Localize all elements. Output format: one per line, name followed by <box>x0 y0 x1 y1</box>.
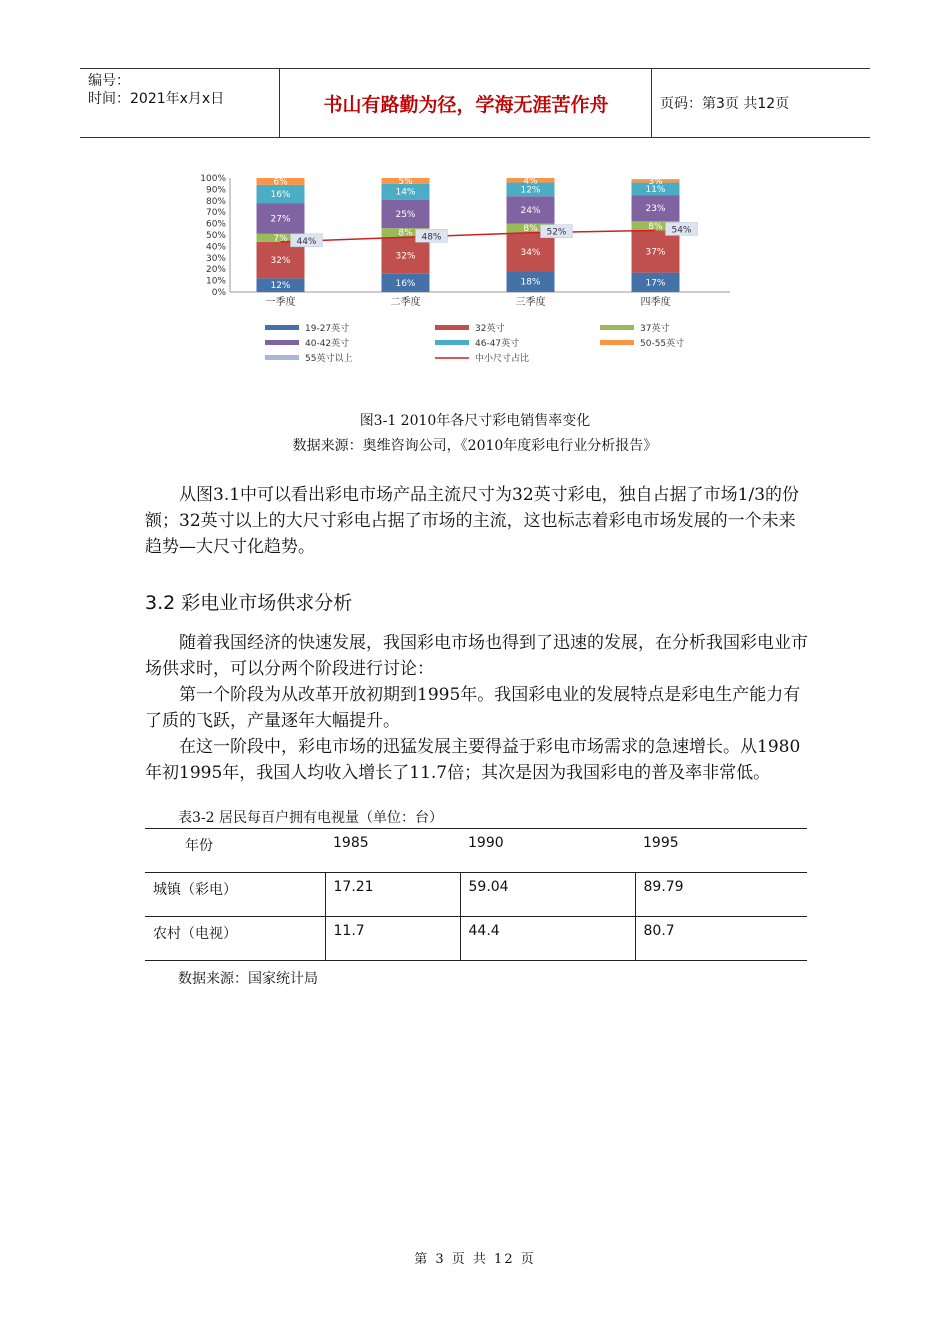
y-tick-label: 20% <box>205 265 226 276</box>
table-cell: 农村（电视） <box>145 917 325 961</box>
legend-label: 50-55英寸 <box>640 339 685 349</box>
legend-swatch <box>265 325 299 330</box>
legend-swatch <box>600 340 634 345</box>
bar-data-label: 16% <box>395 278 416 289</box>
bar-data-label: 18% <box>520 277 541 288</box>
table-cell: 11.7 <box>325 917 460 961</box>
line-series <box>281 227 656 241</box>
header-meta <box>80 69 280 137</box>
header-time: 时间：2021年x月x日 <box>88 91 225 107</box>
y-tick-label: 60% <box>205 219 226 230</box>
bar-data-label: 7% <box>273 233 288 244</box>
paragraph-3: 第一个阶段为从改革开放初期到1995年。我国彩电业的发展特点是彩电生产能力有了质的飞跃，产量逐年大幅提升。 <box>145 685 801 731</box>
bar-data-label: 32% <box>270 256 291 267</box>
bar-data-label: 8% <box>648 221 663 232</box>
y-tick-label: 50% <box>205 231 226 241</box>
bar-data-label: 6% <box>273 177 288 188</box>
bar-data-label: 16% <box>270 189 291 200</box>
header-slogan: 书山有路勤为径，学海无涯苦作舟 <box>281 69 652 137</box>
legend-label: 32英寸 <box>475 324 505 334</box>
legend-label: 中小尺寸占比 <box>475 354 530 364</box>
y-tick-label: 30% <box>205 253 226 264</box>
paragraph-2: 随着我国经济的快速发展，我国彩电市场也得到了迅速的发展，在分析我国彩电业市场供求时，可以分两个阶段进行讨论： <box>145 633 808 679</box>
table-cell: 城镇（彩电） <box>145 873 325 917</box>
tv-ownership-table <box>145 828 807 961</box>
y-tick-label: 90% <box>205 185 226 196</box>
bar-data-label: 8% <box>523 224 538 235</box>
bar-data-label: 4% <box>523 176 538 187</box>
legend-swatch <box>265 355 299 360</box>
paragraph-4: 在这一阶段中，彩电市场的迅猛发展主要得益于彩电市场需求的急速增长。从1980年初1995年，我国人均收入增长了11.7倍；其次是因为我国彩电的普及率非常低。 <box>145 737 801 783</box>
table-cell: 59.04 <box>460 873 635 917</box>
legend-label: 55英寸以上 <box>305 354 353 364</box>
line-data-label: 48% <box>421 232 442 243</box>
bar-data-label: 27% <box>270 214 291 225</box>
line-data-label: 52% <box>546 227 567 238</box>
paragraph-group <box>145 630 810 786</box>
bar-data-label: 11% <box>645 184 666 195</box>
x-tick-label: 三季度 <box>515 297 546 308</box>
y-tick-label: 40% <box>205 242 226 253</box>
table-row <box>145 917 807 961</box>
table-header-row <box>145 829 807 873</box>
bar-data-label: 5% <box>398 176 413 187</box>
y-tick-label: 70% <box>205 208 226 219</box>
legend-swatch <box>265 340 299 345</box>
table-header-cell: 1985 <box>325 829 460 873</box>
header-number: 编号： <box>88 73 130 89</box>
bar-data-label: 3% <box>648 176 663 187</box>
bar-data-label: 12% <box>520 185 541 196</box>
y-tick-label: 0% <box>211 288 226 298</box>
bar-data-label: 14% <box>395 187 416 198</box>
table-header-cell: 1995 <box>635 829 807 873</box>
bar-data-label: 24% <box>520 205 541 216</box>
table-cell: 80.7 <box>635 917 807 961</box>
legend-label: 19-27英寸 <box>305 324 350 334</box>
table-caption: 表3-2 居民每百户拥有电视量（单位：台） <box>178 810 443 826</box>
table-cell: 44.4 <box>460 917 635 961</box>
y-tick-label: 100% <box>200 174 226 184</box>
y-tick-label: 80% <box>205 196 226 207</box>
bar-data-label: 8% <box>398 228 413 239</box>
x-tick-label: 一季度 <box>265 297 296 308</box>
legend-label: 40-42英寸 <box>305 339 350 349</box>
table-cell: 89.79 <box>635 873 807 917</box>
legend-swatch <box>600 325 634 330</box>
figure-source: 数据来源：奥维咨询公司，《2010年度彩电行业分析报告》 <box>292 438 658 454</box>
bar-data-label: 37% <box>645 247 666 258</box>
table-header-cell: 年份 <box>145 829 325 873</box>
x-tick-label: 二季度 <box>390 297 421 308</box>
table-header-cell: 1990 <box>460 829 635 873</box>
line-data-label: 54% <box>671 225 692 236</box>
bar-data-label: 25% <box>395 209 416 220</box>
section-heading: 3.2 彩电业市场供求分析 <box>145 592 353 614</box>
legend-label: 37英寸 <box>640 324 670 334</box>
table-cell: 17.21 <box>325 873 460 917</box>
size-sales-chart <box>180 172 760 384</box>
bar-data-label: 34% <box>520 248 541 259</box>
bar-data-label: 32% <box>395 251 416 262</box>
page-header <box>80 68 870 138</box>
paragraph-1: 从图3.1中可以看出彩电市场产品主流尺寸为32英寸彩电，独自占据了市场1/3的份额；32英寸以上的大尺寸彩电占据了市场的主流，这也标志着彩电市场发展的一个未来趋势—大尺寸化趋势。 <box>145 485 800 557</box>
legend-swatch <box>435 325 469 330</box>
figure-caption: 图3-1 2010年各尺寸彩电销售率变化 <box>359 413 591 429</box>
line-data-label: 44% <box>296 236 317 247</box>
legend-swatch <box>435 340 469 345</box>
bar-data-label: 17% <box>645 278 666 289</box>
bar-data-label: 23% <box>645 204 666 215</box>
bar-data-label: 12% <box>270 281 291 292</box>
y-tick-label: 10% <box>205 276 226 287</box>
legend-label: 46-47英寸 <box>475 339 520 349</box>
table-source: 数据来源：国家统计局 <box>178 971 318 987</box>
table-row <box>145 873 807 917</box>
page-footer: 第 3 页 共 12 页 <box>414 1252 536 1267</box>
header-page-number: 页码：第3页 共12页 <box>660 96 790 112</box>
x-tick-label: 四季度 <box>640 297 671 308</box>
